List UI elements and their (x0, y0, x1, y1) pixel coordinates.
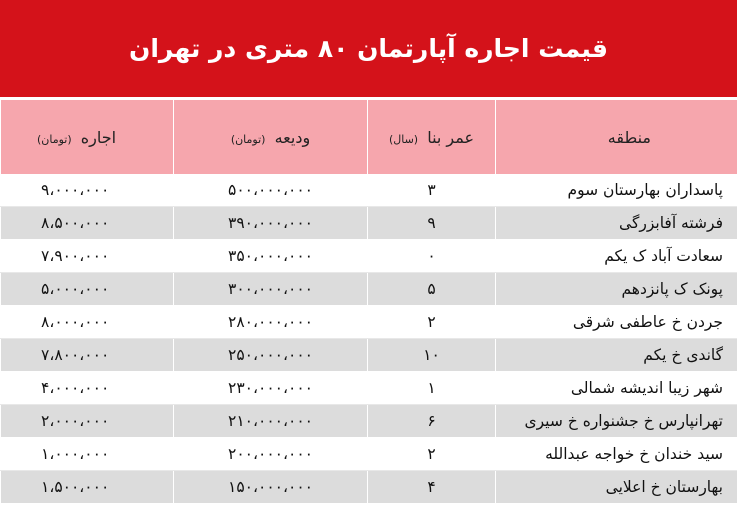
table-row (1, 174, 737, 207)
table-header-row (1, 100, 737, 174)
cell-deposit: ۲۰۰،۰۰۰،۰۰۰ (174, 438, 368, 471)
cell-deposit: ۳۵۰،۰۰۰،۰۰۰ (174, 240, 368, 273)
table-row (1, 405, 737, 438)
header-age-unit: (سال) (388, 132, 419, 146)
cell-rent: ۷،۸۰۰،۰۰۰ (1, 339, 174, 372)
header-deposit (174, 100, 368, 174)
cell-deposit: ۳۰۰،۰۰۰،۰۰۰ (174, 273, 368, 306)
cell-deposit: ۲۵۰،۰۰۰،۰۰۰ (174, 339, 368, 372)
cell-rent: ۲،۰۰۰،۰۰۰ (1, 405, 174, 438)
table-row (1, 240, 737, 273)
header-deposit-unit: (تومان) (230, 132, 266, 146)
header-rent-label: اجاره (80, 127, 117, 147)
table-row (1, 471, 737, 504)
table-row (1, 438, 737, 471)
cell-deposit: ۲۸۰،۰۰۰،۰۰۰ (174, 306, 368, 339)
cell-area: جردن خ عاطفی شرقی (496, 306, 737, 339)
cell-area: سید خندان خ خواجه عبدالله (496, 438, 737, 471)
cell-age: ۳ (368, 174, 496, 207)
cell-age: ۲ (368, 438, 496, 471)
table-body (1, 174, 737, 504)
cell-area: پاسداران بهارستان سوم (496, 174, 737, 207)
cell-area: تهرانپارس خ جشنواره خ سیری (496, 405, 737, 438)
cell-age: ۵ (368, 273, 496, 306)
cell-deposit: ۱۵۰،۰۰۰،۰۰۰ (174, 471, 368, 504)
cell-age: ۲ (368, 306, 496, 339)
table-row (1, 339, 737, 372)
header-deposit-label: ودیعه (274, 127, 311, 147)
cell-area: فرشته آفابزرگی (496, 207, 737, 240)
cell-area: بهارستان خ اعلایی (496, 471, 737, 504)
cell-rent: ۸،۰۰۰،۰۰۰ (1, 306, 174, 339)
cell-age: ۱۰ (368, 339, 496, 372)
cell-rent: ۱،۰۰۰،۰۰۰ (1, 438, 174, 471)
cell-age: ۹ (368, 207, 496, 240)
cell-area: گاندی خ یکم (496, 339, 737, 372)
cell-area: شهر زیبا اندیشه شمالی (496, 372, 737, 405)
cell-deposit: ۲۳۰،۰۰۰،۰۰۰ (174, 372, 368, 405)
cell-area: سعادت آباد ک یکم (496, 240, 737, 273)
cell-rent: ۷،۹۰۰،۰۰۰ (1, 240, 174, 273)
page-title: قیمت اجاره آپارتمان ۸۰ متری در تهران (128, 34, 609, 63)
cell-age: ۶ (368, 405, 496, 438)
cell-rent: ۴،۰۰۰،۰۰۰ (1, 372, 174, 405)
header-rent (1, 100, 174, 174)
cell-age: ۴ (368, 471, 496, 504)
cell-age: ۰ (368, 240, 496, 273)
cell-deposit: ۳۹۰،۰۰۰،۰۰۰ (174, 207, 368, 240)
cell-rent: ۹،۰۰۰،۰۰۰ (1, 174, 174, 207)
header-area-label: منطقه (607, 127, 651, 147)
table-row (1, 306, 737, 339)
table-row (1, 207, 737, 240)
table-row (1, 273, 737, 306)
cell-area: پونک ک پانزدهم (496, 273, 737, 306)
header-age-label: عمر بنا (427, 127, 475, 147)
cell-rent: ۵،۰۰۰،۰۰۰ (1, 273, 174, 306)
title-banner (0, 0, 737, 97)
cell-rent: ۸،۵۰۰،۰۰۰ (1, 207, 174, 240)
cell-deposit: ۵۰۰،۰۰۰،۰۰۰ (174, 174, 368, 207)
rent-price-table (0, 100, 737, 504)
header-rent-unit: (تومان) (37, 132, 72, 146)
cell-rent: ۱،۵۰۰،۰۰۰ (1, 471, 174, 504)
table-row (1, 372, 737, 405)
header-area (496, 100, 737, 174)
cell-age: ۱ (368, 372, 496, 405)
header-age (368, 100, 496, 174)
cell-deposit: ۲۱۰،۰۰۰،۰۰۰ (174, 405, 368, 438)
